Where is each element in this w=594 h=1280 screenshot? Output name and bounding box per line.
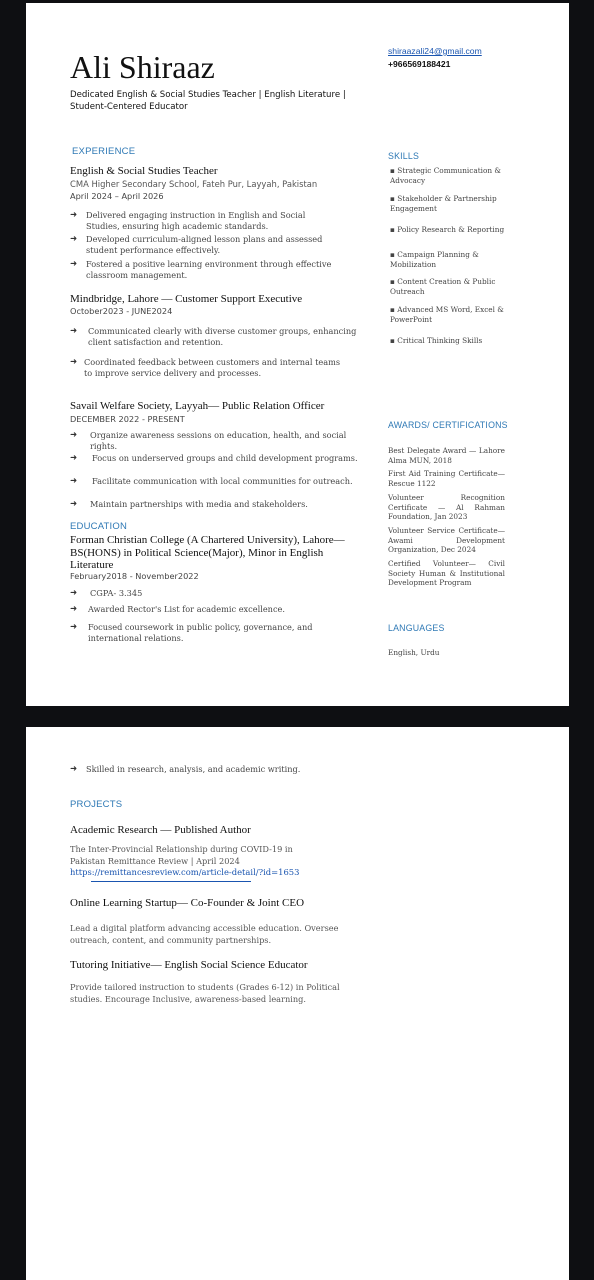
list-item: ➜ Delivered engaging instruction in English and Social Studies, ensuring high academic standards. (70, 210, 306, 231)
job-title: Savail Welfare Society, Layyah— Public Relation Officer (70, 400, 325, 412)
list-item: ➜ CGPA- 3.345 (70, 588, 143, 598)
experience-heading: EXPERIENCE (72, 146, 136, 157)
project-description: Lead a digital platform advancing accessible education. Oversee outreach, content, and community partnerships. (70, 923, 339, 945)
bullet-dot-icon: ▪ (390, 194, 395, 203)
list-item: ➜ Awarded Rector's List for academic excellence. (70, 604, 285, 614)
bullet-dot-icon: ▪ (390, 250, 395, 259)
list-item: Volunteer Service Certificate— Awami Development Organization, Dec 2024 (388, 526, 505, 554)
arrow-right-icon: ➜ (70, 210, 78, 220)
bullet-dot-icon: ▪ (390, 225, 395, 234)
arrow-right-icon: ➜ (70, 499, 78, 509)
list-item: ▪ Strategic Communication & Advocacy (390, 166, 501, 185)
email-link[interactable]: shiraazali24@gmail.com (388, 46, 482, 56)
list-item: ▪ Campaign Planning & Mobilization (390, 250, 479, 269)
education-heading: EDUCATION (70, 521, 128, 532)
list-item: ➜ Maintain partnerships with media and stakeholders. (70, 499, 308, 509)
list-item: ➜ Focus on underserved groups and child development programs. (70, 453, 358, 463)
arrow-right-icon: ➜ (70, 588, 78, 598)
education-title: Forman Christian College (A Chartered University), Lahore— BS(HONS) in Political Science(Major), Minor in English Literature (70, 534, 345, 571)
job-organization: CMA Higher Secondary School, Fateh Pur, Layyah, Pakistan (70, 179, 318, 189)
project-title: Online Learning Startup— Co-Founder & Joint CEO (70, 897, 305, 909)
phone-number: +966569188421 (388, 59, 451, 69)
project-title: Tutoring Initiative— English Social Science Educator (70, 959, 308, 971)
arrow-right-icon: ➜ (70, 326, 78, 336)
job-date: October2023 - JUNE2024 (70, 306, 173, 316)
job-title: English & Social Studies Teacher (70, 165, 218, 177)
resume-page-1 (26, 3, 569, 706)
candidate-name: Ali Shiraaz (70, 49, 215, 85)
list-item: Volunteer Recognition Certificate — Al Rahman Foundation, Jan 2023 (388, 493, 505, 521)
job-title: Mindbridge, Lahore — Customer Support Executive (70, 293, 303, 305)
publication-link[interactable]: https://remittancesreview.com/article-detail/?id=1653 (70, 867, 300, 877)
list-item: ➜ Coordinated feedback between customers and internal teams to improve service delivery and processes. (70, 357, 341, 378)
list-item: ➜ Skilled in research, analysis, and academic writing. (70, 764, 301, 774)
list-item: ➜ Facilitate communication with local communities for outreach. (70, 476, 353, 486)
list-item: ➜ Communicated clearly with diverse customer groups, enhancing client satisfaction and retention. (70, 326, 357, 347)
resume-page-2 (26, 727, 569, 1280)
list-item: ▪ Content Creation & Public Outreach (390, 277, 496, 296)
bullet-dot-icon: ▪ (390, 166, 395, 175)
list-item: ➜ Developed curriculum-aligned lesson plans and assessed student performance effectively. (70, 234, 323, 255)
link-underline (91, 881, 251, 882)
arrow-right-icon: ➜ (70, 453, 78, 463)
list-item: ➜ Focused coursework in public policy, governance, and international relations. (70, 622, 313, 643)
arrow-right-icon: ➜ (70, 234, 78, 244)
arrow-right-icon: ➜ (70, 357, 78, 367)
job-date: DECEMBER 2022 - PRESENT (70, 414, 185, 424)
list-item: ▪ Critical Thinking Skills (390, 336, 483, 345)
arrow-right-icon: ➜ (70, 764, 78, 774)
skills-heading: SKILLS (388, 151, 420, 161)
bullet-dot-icon: ▪ (390, 336, 395, 345)
arrow-right-icon: ➜ (70, 259, 78, 269)
list-item: ▪ Stakeholder & Partnership Engagement (390, 194, 497, 213)
bullet-dot-icon: ▪ (390, 305, 395, 314)
languages-value: English, Urdu (388, 648, 440, 657)
arrow-right-icon: ➜ (70, 622, 78, 632)
project-title: Academic Research — Published Author (70, 824, 251, 836)
list-item: ▪ Policy Research & Reporting (390, 225, 505, 234)
bullet-dot-icon: ▪ (390, 277, 395, 286)
job-date: April 2024 – April 2026 (70, 191, 164, 201)
project-description: The Inter-Provincial Relationship during COVID-19 in Pakistan Remittance Review | April 2024 (70, 844, 293, 866)
list-item: First Aid Training Certificate— Rescue 1122 (388, 469, 505, 488)
languages-heading: LANGUAGES (388, 623, 445, 633)
list-item: ➜ Organize awareness sessions on education, health, and social rights. (70, 430, 347, 451)
education-date: February2018 - November2022 (70, 571, 199, 581)
arrow-right-icon: ➜ (70, 604, 78, 614)
arrow-right-icon: ➜ (70, 476, 78, 486)
list-item: ▪ Advanced MS Word, Excel & PowerPoint (390, 305, 504, 324)
list-item: Best Delegate Award — Lahore Alma MUN, 2018 (388, 446, 505, 465)
projects-heading: PROJECTS (70, 799, 123, 810)
awards-heading: AWARDS/ CERTIFICATIONS (388, 420, 508, 430)
list-item: Certified Volunteer— Civil Society Human & Institutional Development Program (388, 559, 505, 587)
headline: Dedicated English & Social Studies Teacher | English Literature | Student-Centered Educator (70, 90, 346, 112)
project-description: Provide tailored instruction to students (Grades 6-12) in Political studies. Encourage Inclusive, awareness-based learning. (70, 982, 340, 1004)
arrow-right-icon: ➜ (70, 430, 78, 440)
list-item: ➜ Fostered a positive learning environment through effective classroom management. (70, 259, 332, 280)
